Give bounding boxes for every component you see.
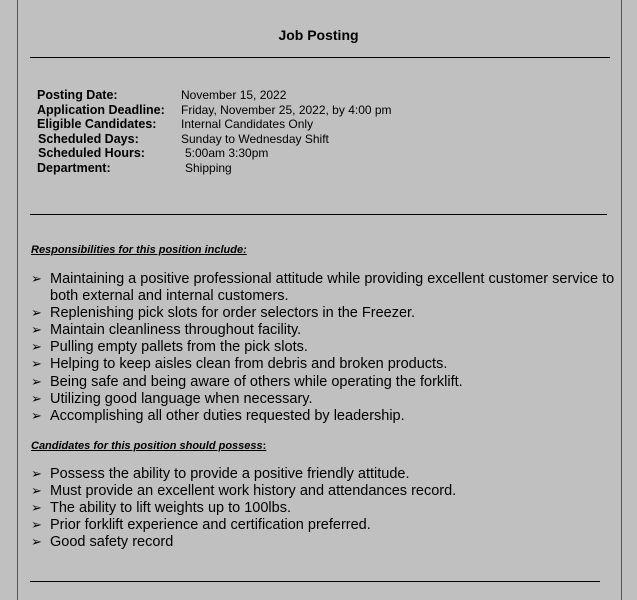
- detail-label: Posting Date:: [37, 88, 118, 102]
- responsibilities-list: [31, 271, 621, 425]
- list-item: ➢ Helping to keep aisles clean from debris and broken products.: [31, 356, 448, 373]
- detail-label: Eligible Candidates:: [37, 117, 157, 132]
- detail-value: November 15, 2022: [181, 88, 287, 102]
- list-item: ➢ Maintain cleanliness throughout facility.: [31, 322, 302, 339]
- page-border-right: [621, 0, 622, 600]
- arrowhead-bullet-icon: ➢: [31, 272, 42, 287]
- detail-value: Sunday to Wednesday Shift: [181, 131, 329, 146]
- arrowhead-bullet-icon: ➢: [31, 408, 42, 424]
- arrowhead-bullet-icon: ➢: [31, 501, 42, 517]
- detail-label: Department:: [37, 160, 111, 175]
- detail-value: Shipping: [185, 160, 232, 175]
- list-item: ➢ Good safety record: [31, 534, 174, 551]
- arrowhead-bullet-icon: ➢: [31, 467, 42, 482]
- arrowhead-bullet-icon: ➢: [31, 535, 42, 551]
- detail-value: 5:00am 3:30pm: [185, 146, 269, 161]
- arrowhead-bullet-icon: ➢: [31, 374, 42, 390]
- list-item: ➢ The ability to lift weights up to 100lbs.: [31, 500, 291, 517]
- detail-label: Scheduled Days:: [38, 131, 139, 146]
- list-item: ➢ Accomplishing all other duties requested by leadership.: [31, 407, 405, 424]
- divider-bottom: [30, 581, 600, 582]
- list-item: ➢ Possess the ability to provide a positive friendly attitude.: [31, 466, 410, 482]
- candidates-list: [31, 466, 621, 551]
- list-item: ➢ Maintaining a positive professional attitude while providing excellent customer service to both external and internal customers.: [31, 271, 615, 305]
- arrowhead-bullet-icon: ➢: [31, 357, 42, 373]
- list-item: ➢ Utilizing good language when necessary.: [31, 390, 313, 407]
- list-item: ➢ Prior forklift experience and certification preferred.: [31, 517, 371, 534]
- arrowhead-bullet-icon: ➢: [31, 391, 42, 407]
- arrowhead-bullet-icon: ➢: [31, 518, 42, 534]
- list-item: ➢ Replenishing pick slots for order selectors in the Freezer.: [31, 305, 416, 322]
- detail-label: Application Deadline:: [37, 102, 165, 117]
- arrowhead-bullet-icon: ➢: [31, 340, 42, 356]
- list-item: ➢ Must provide an excellent work history and attendances record.: [31, 483, 457, 500]
- arrowhead-bullet-icon: ➢: [31, 306, 42, 322]
- candidates-heading: Candidates for this position should possess:: [31, 440, 267, 452]
- divider-middle: [30, 214, 607, 215]
- detail-value: Internal Candidates Only: [181, 117, 314, 132]
- list-item: ➢ Pulling empty pallets from the pick slots.: [31, 339, 308, 356]
- arrowhead-bullet-icon: ➢: [31, 323, 42, 339]
- detail-value: Friday, November 25, 2022, by 4:00 pm: [181, 102, 392, 117]
- arrowhead-bullet-icon: ➢: [31, 484, 42, 500]
- document-title: Job Posting: [278, 27, 359, 43]
- detail-label: Scheduled Hours:: [38, 146, 145, 161]
- list-item: ➢ Being safe and being aware of others while operating the forklift.: [31, 373, 463, 390]
- page-border-left: [17, 0, 18, 600]
- divider-top: [30, 57, 610, 58]
- responsibilities-heading: Responsibilities for this position include:: [31, 244, 247, 256]
